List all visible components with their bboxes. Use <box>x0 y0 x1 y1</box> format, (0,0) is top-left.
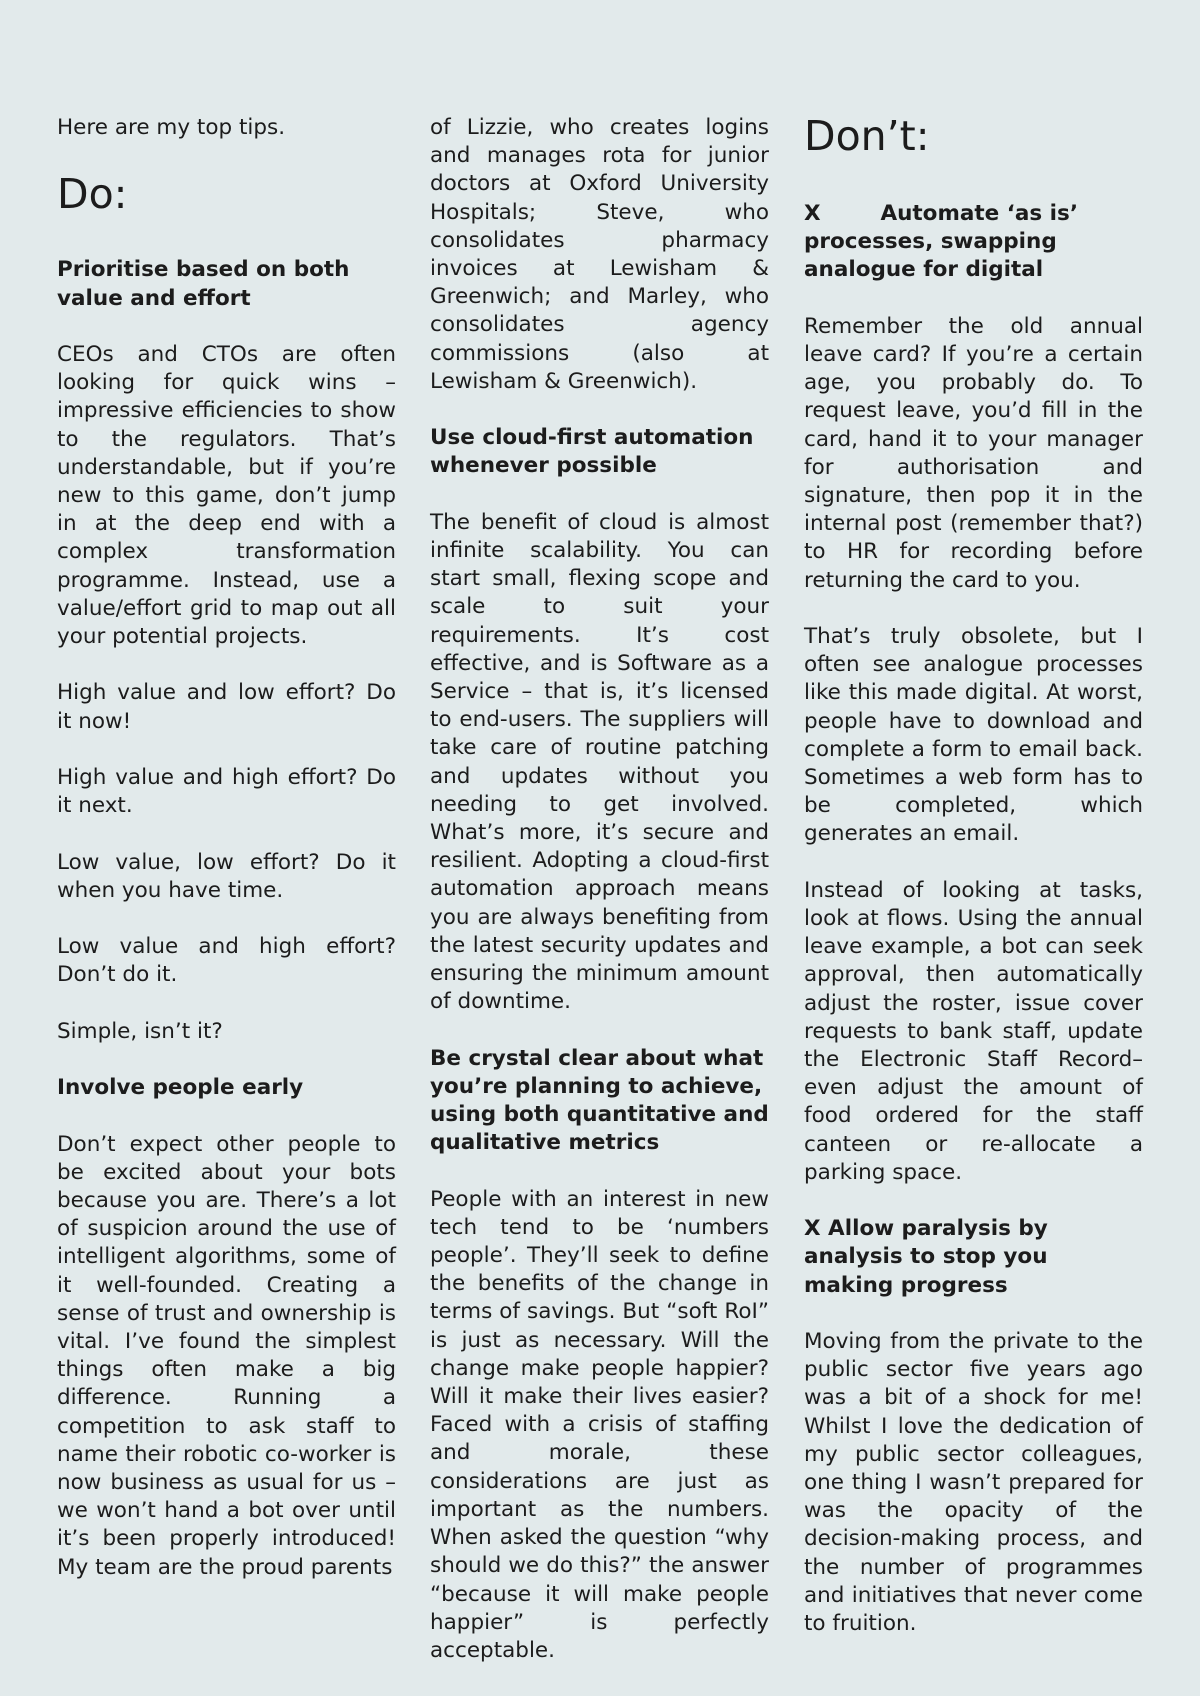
tip-heading-crystal-clear: Be crystal clear about what you’re planning to achieve, using both quantitative and qualitative metrics <box>430 1045 769 1156</box>
paragraph: The benefit of cloud is almost infinite scalability. You can start small, flexing scope and scale to suit your requirements. It’s cost effective, and is Software as a Service – that is, it’s licensed to end-users. The suppliers will take care of routine patching and updates without you needing to get involved. What’s more, it’s secure and resilient. Adopting a cloud-first automation approach means you are always benefiting from the latest security updates and ensuring the minimum amount of downtime. <box>430 509 769 1015</box>
intro-text: Here are my top tips. <box>57 115 286 140</box>
column-2 <box>430 114 769 1665</box>
column-1 <box>57 114 396 1582</box>
paragraph: High value and high effort? Do it next. <box>57 765 396 819</box>
do-heading: Do: <box>57 170 128 219</box>
tip-heading-prioritise: Prioritise based on both value and effort <box>57 257 350 311</box>
paragraph: Remember the old annual leave card? If you’re a certain age, you probably do. To request leave, you’d fill in the card, hand it to your manager for authorisation and signature, then pop it in the internal post (remember that?) to HR for recording before returning the card to you. <box>804 313 1143 593</box>
paragraph: That’s truly obsolete, but I often see analogue processes like this made digital. At worst, people have to download and complete a form to email back. Sometimes a web form has to be completed, which generates an email. <box>804 624 1143 847</box>
tip-heading-involve-people: Involve people early <box>57 1075 304 1101</box>
paragraph: Low value, low effort? Do it when you have time. <box>57 849 396 903</box>
paragraph: Don’t expect other people to be excited about your bots because you are. There’s a lot of suspicion around the use of intelligent algorithms, some of it well-founded. Creating a sense of trust and ownership is vital. I’ve found the simplest things often make a big difference. Running a competition to ask staff to name their robotic co-worker is now business as usual for us – we won’t hand a bot over until it’s been properly introduced! My team are the proud parents <box>57 1131 396 1580</box>
paragraph: High value and low effort? Do it now! <box>57 680 396 734</box>
dont-heading: Don’t: <box>804 112 930 160</box>
dont-heading-automate-as-is: X Automate ‘as is’ processes, swapping analogue for digital <box>804 201 1086 283</box>
paragraph: Low value and high effort? Don’t do it. <box>57 934 396 988</box>
dont-heading-paralysis: X Allow paralysis by analysis to stop you making progress <box>804 1216 1048 1298</box>
paragraph: of Lizzie, who creates logins and manages rota for junior doctors at Oxford University Hospitals; Steve, who consolidates pharmacy invoices at Lewisham & Greenwich; and Marley, who consolidates agency commissions (also at Lewisham & Greenwich). <box>430 115 769 394</box>
tip-heading-cloud-first: Use cloud-first automation whenever possible <box>430 425 754 479</box>
paragraph: Instead of looking at tasks, look at flows. Using the annual leave example, a bot can seek approval, then automatically adjust the roster, issue cover requests to bank staff, update the Electronic Staff Record– even adjust the amount of food ordered for the staff canteen or re-allocate a parking space. <box>804 877 1143 1185</box>
paragraph: CEOs and CTOs are often looking for quick wins – impressive efficiencies to show to the regulators. That’s understandable, but if you’re new to this game, don’t jump in at the deep end with a complex transformation programme. Instead, use a value/effort grid to map out all your potential projects. <box>57 341 396 650</box>
paragraph: Simple, isn’t it? <box>57 1018 223 1044</box>
column-3 <box>804 112 1143 1638</box>
paragraph: Moving from the private to the public sector five years ago was a bit of a shock for me! Whilst I love the dedication of my public sector colleagues, one thing I wasn’t prepared for was the opacity of the decision-making process, and the number of programmes and initiatives that never come to fruition. <box>804 1329 1143 1637</box>
paragraph: People with an interest in new tech tend to be ‘numbers people’. They’ll seek to define the benefits of the change in terms of savings. But “soft RoI” is just as necessary. Will the change make people happier? Will it make their lives easier? Faced with a crisis of staffing and morale, these considerations are just as important as the numbers. When asked the question “why should we do this?” the answer “because it will make people happier” is perfectly acceptable. <box>430 1186 769 1663</box>
